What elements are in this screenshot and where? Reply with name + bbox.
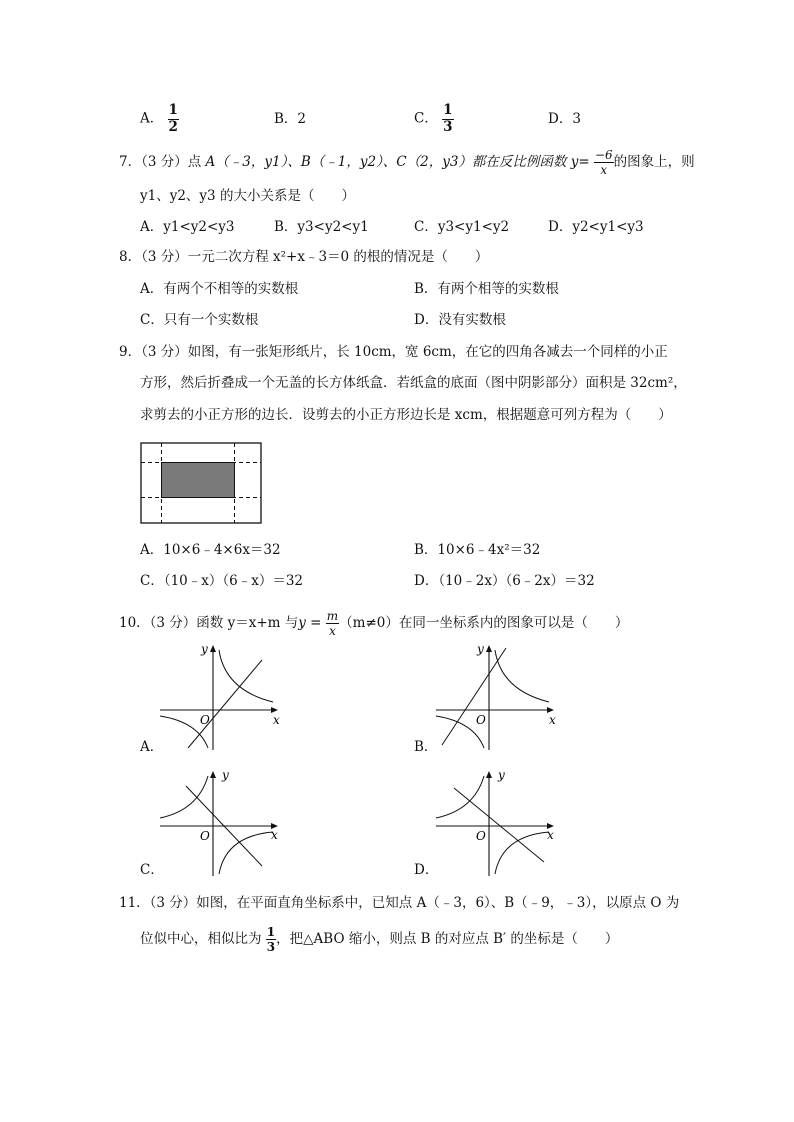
q6-option-d: D．3 [548,111,581,127]
q9-stem-line3: 求剪去的小正方形的边长．设剪去的小正方形边长是 xcm，根据题意可列方程为（ ） [140,407,672,423]
q10-fraction: $\frac{m}{x}$ [326,609,339,638]
y-arrow-icon [486,771,492,778]
hyperbola-branch-q4 [495,832,549,874]
x-label: x [271,828,278,842]
q11-fraction: $\frac{1}{3}$ [266,925,276,954]
hyperbola-branch-q2 [160,776,208,818]
q8-stem: 8．（3 分）一元二次方程 x²+x﹣3＝0 的根的情况是（ ） [119,249,489,265]
origin-label: O [476,829,486,843]
linear-function-line [188,660,262,748]
y-label: y [498,768,505,782]
q9-option-a: A．10×6﹣4×6x＝32 [140,542,281,558]
q6-option-a-fraction: $\frac{1}{2}$ [168,102,178,135]
q10-graph-c [158,766,288,878]
x-label: x [547,828,554,842]
q7-option-a: A．y1<y2<y3 [140,219,235,235]
q10-stem: 10．（3 分）函数 y＝x+m 与y = $\frac{m}{x}$ （m≠0）在同一坐标系内的图象可以是（ ） [119,609,629,638]
q7-option-d: D．y2<y1<y3 [548,219,644,235]
q10-graph-a [158,640,288,752]
q8-option-c: C．只有一个实数根 [140,312,259,328]
q7-stem-line2: y1、y2、y3 的大小关系是（ ） [140,188,355,204]
q7-stem: 7．（3 分）点 A（﹣3，y1）、B（﹣1，y2）、C（2，y3）都在反比例函数 y= $\frac{-6}{x}$ 的图象上，则 [119,148,695,177]
q9-option-b: B．10×6﹣4x²＝32 [414,542,541,558]
y-label: y [222,768,229,782]
hyperbola-branch-q1 [495,650,549,702]
hyperbola-branch-q4 [219,832,273,874]
q6-option-a: A． $\frac{1}{2}$ [140,102,178,135]
q11-stem-line1: 11．（3 分）如图，在平面直角坐标系中，已知点 A（﹣3，6）、B（﹣9，﹣3），以原点 O 为 [119,895,680,911]
hyperbola-branch-q1 [219,650,273,702]
y-arrow-icon [210,771,216,778]
q6-option-b: B．2 [274,111,307,127]
q6-option-c: C． $\frac{1}{3}$ [414,102,453,135]
q9-stem-line2: 方形，然后折叠成一个无盖的长方体纸盒．若纸盒的底面（图中阴影部分）面积是 32cm²， [140,375,687,391]
q9-stem-line1: 9．（3 分）如图，有一张矩形纸片，长 10cm，宽 6cm，在它的四角各减去一个同样的小正 [119,344,668,360]
y-label: y [201,642,208,656]
q9-option-d: D．（10﹣2x）（6﹣2x）＝32 [414,573,595,589]
y-arrow-icon [486,645,492,652]
q10-graph-d [434,766,564,878]
q10-option-d: D． [414,862,439,878]
hyperbola-branch-q2 [436,776,484,818]
shaded-base [162,463,235,498]
q7-fraction: $\frac{-6}{x}$ [594,148,613,177]
q7-option-b: B．y3<y2<y1 [274,219,369,235]
q9-option-c: C．（10﹣x）（6﹣x）＝32 [140,573,304,589]
origin-label: O [200,713,210,727]
linear-function-line [442,648,506,745]
y-arrow-icon [210,645,216,652]
q7-option-c: C．y3<y1<y2 [414,219,510,235]
q11-stem-line2: 位似中心，相似比为 $\frac{1}{3}$ ，把△ABO 缩小，则点 B 的对应点 B′ 的坐标是（ ） [140,925,619,954]
linear-function-line [454,788,544,862]
q8-option-d: D．没有实数根 [414,312,506,328]
q8-option-a: A．有两个不相等的实数根 [140,281,299,297]
q6-option-c-fraction: $\frac{1}{3}$ [443,102,453,135]
q8-option-b: B．有两个相等的实数根 [414,281,559,297]
origin-label: O [200,829,210,843]
q10-option-c: C． [140,862,164,878]
q10-option-a: A． [140,739,164,755]
q10-graph-b [434,640,564,752]
origin-label: O [476,713,486,727]
x-label: x [549,713,556,727]
x-label: x [273,713,280,727]
y-label: y [477,642,484,656]
q9-figure [140,442,265,526]
q10-option-b: B． [414,739,438,755]
